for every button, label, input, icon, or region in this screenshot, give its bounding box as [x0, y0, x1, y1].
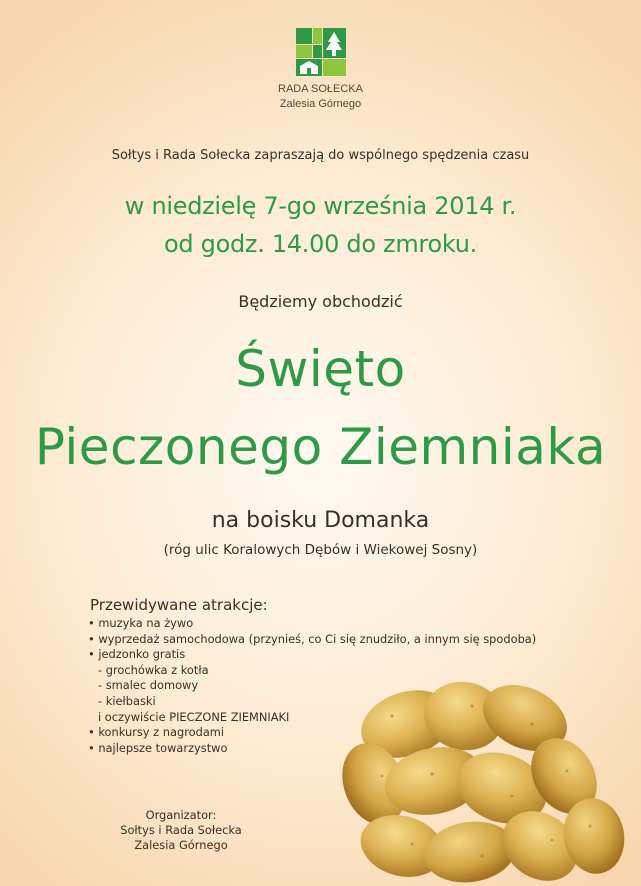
- title-line2: Pieczonego Ziemniaka: [34, 418, 607, 476]
- food-item: - grochówka z kotła: [98, 662, 209, 677]
- list-item: • jedzonko gratis: [88, 647, 186, 662]
- org-name-line2: Zalesia Górnego: [279, 98, 362, 110]
- list-item: • konkursy z nagrodami: [88, 725, 225, 740]
- organizer-block: [96, 808, 266, 853]
- org-name-line1: RADA SOŁECKA: [278, 83, 363, 95]
- list-item: • najlepsze towarzystwo: [88, 740, 228, 755]
- intro-text: Sołtys i Rada Sołecka zapraszają do wspólnego spędzenia czasu: [111, 148, 530, 163]
- food-item: - smalec domowy: [98, 678, 199, 693]
- food-item: - kiełbaski: [98, 693, 156, 708]
- title-line1: Święto: [235, 340, 406, 398]
- food-final: i oczywiście PIECZONE ZIEMNIAKI: [98, 709, 290, 724]
- list-item: • muzyka na żywo: [88, 616, 194, 630]
- organizer-line1: Sołtys i Rada Sołecka: [120, 823, 242, 837]
- attractions-title: Przewidywane atrakcje:: [90, 596, 268, 614]
- time-line: od godz. 14.00 do zmroku.: [164, 230, 477, 258]
- list-item: • wyprzedaż samochodowa (przynieś, co Ci się znudziło, a innym się spodoba): [88, 631, 537, 646]
- celebrate-text: Będziemy obchodzić: [238, 292, 403, 311]
- organizer-label: Organizator:: [145, 808, 217, 822]
- venue-address: (róg ulic Koralowych Dębów i Wiekowej Sosny): [163, 542, 478, 558]
- potatoes-image: [322, 676, 641, 886]
- tree-house-grid-logo: [296, 28, 346, 76]
- organizer-line2: Zalesia Górnego: [134, 838, 228, 852]
- venue-name: na boisku Domanka: [211, 508, 430, 533]
- date-line: w niedzielę 7-go września 2014 r.: [124, 192, 517, 220]
